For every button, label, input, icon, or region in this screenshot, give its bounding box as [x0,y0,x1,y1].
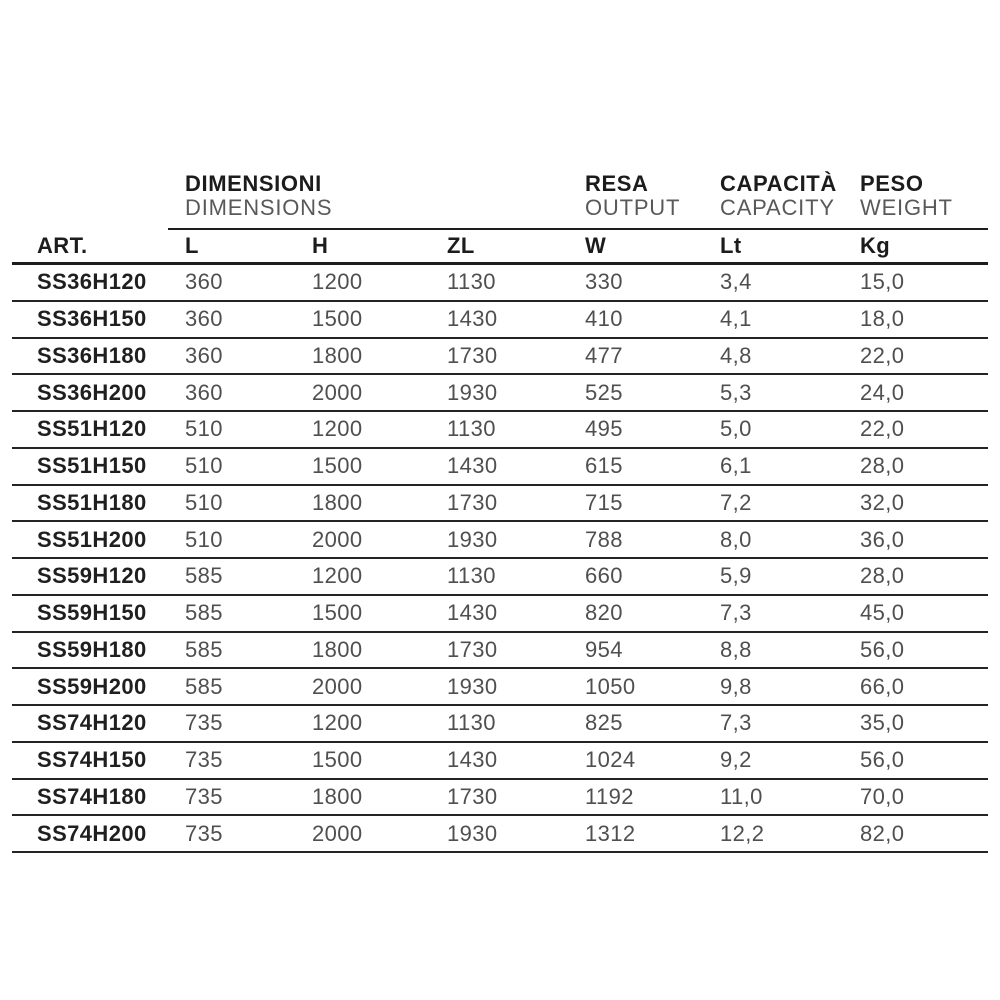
table-row [12,743,988,780]
group-title-dimensioni: DIMENSIONI [185,171,322,196]
art-code-cell: SS51H120 [37,416,147,442]
value-cell-l: 735 [185,747,223,773]
value-cell-w: 715 [585,489,623,515]
art-code-cell: SS36H120 [37,269,147,295]
value-cell-l: 585 [185,673,223,699]
group-capacity [703,170,843,230]
value-cell-zl: 1730 [447,783,498,809]
value-cell-h: 1200 [312,563,363,589]
group-weight [843,170,988,230]
value-cell-l: 585 [185,600,223,626]
value-cell-h: 1800 [312,783,363,809]
value-cell-zl: 1430 [447,600,498,626]
value-cell-h: 1500 [312,306,363,332]
art-code-cell: SS51H180 [37,489,147,515]
value-cell-l: 510 [185,489,223,515]
value-cell-zl: 1130 [447,416,496,442]
value-cell-lt: 7,3 [720,600,752,626]
group-subtitle-capacity: CAPACITY [720,195,835,220]
value-cell-w: 788 [585,526,623,552]
value-cell-lt: 5,3 [720,379,752,405]
value-cell-h: 2000 [312,673,363,699]
value-cell-kg: 22,0 [860,416,905,442]
value-cell-lt: 9,2 [720,747,752,773]
value-cell-zl: 1930 [447,820,498,846]
value-cell-zl: 1130 [447,710,496,736]
value-cell-zl: 1430 [447,747,498,773]
value-cell-kg: 36,0 [860,526,905,552]
group-subtitle-dimensions: DIMENSIONS [185,195,333,220]
value-cell-kg: 18,0 [860,306,905,332]
table-row [12,412,988,449]
value-cell-l: 360 [185,306,223,332]
group-dimensions [168,170,568,230]
unit-header-row [12,230,988,265]
column-header-w: W [585,233,607,258]
value-cell-zl: 1930 [447,673,498,699]
column-header-zl: ZL [447,233,475,258]
value-cell-w: 1050 [585,673,636,699]
value-cell-w: 477 [585,342,623,368]
value-cell-w: 825 [585,710,623,736]
group-title-capacita: CAPACITÀ [720,171,837,196]
value-cell-lt: 8,0 [720,526,752,552]
value-cell-l: 735 [185,710,223,736]
table-row [12,449,988,486]
table-row [12,816,988,853]
group-subtitle-output: OUTPUT [585,195,681,220]
art-code-cell: SS36H150 [37,306,147,332]
table-row [12,706,988,743]
value-cell-lt: 8,8 [720,636,752,662]
art-code-cell: SS36H200 [37,379,147,405]
value-cell-w: 660 [585,563,623,589]
table-row [12,486,988,523]
value-cell-l: 510 [185,526,223,552]
value-cell-h: 1200 [312,416,363,442]
value-cell-l: 510 [185,416,223,442]
value-cell-zl: 1730 [447,636,498,662]
table-row [12,780,988,817]
group-subtitle-weight: WEIGHT [860,195,953,220]
value-cell-kg: 22,0 [860,342,905,368]
value-cell-w: 495 [585,416,623,442]
art-code-cell: SS59H200 [37,673,147,699]
table-row [12,339,988,376]
value-cell-h: 1500 [312,600,363,626]
value-cell-w: 1312 [585,820,636,846]
value-cell-zl: 1730 [447,342,498,368]
value-cell-kg: 56,0 [860,747,905,773]
art-code-cell: SS74H150 [37,747,147,773]
value-cell-w: 820 [585,600,623,626]
value-cell-lt: 3,4 [720,269,752,295]
art-code-cell: SS74H180 [37,783,147,809]
value-cell-lt: 11,0 [720,783,763,809]
column-header-kg: Kg [860,233,891,258]
value-cell-kg: 45,0 [860,600,905,626]
table-row [12,522,988,559]
value-cell-lt: 4,8 [720,342,752,368]
art-code-cell: SS59H150 [37,600,147,626]
value-cell-l: 360 [185,269,223,295]
table-row [12,669,988,706]
group-title-peso: PESO [860,171,924,196]
value-cell-h: 1200 [312,269,363,295]
value-cell-zl: 1430 [447,306,498,332]
value-cell-h: 2000 [312,526,363,552]
table-row [12,596,988,633]
art-code-cell: SS36H180 [37,342,147,368]
value-cell-zl: 1930 [447,379,498,405]
value-cell-h: 1800 [312,342,363,368]
value-cell-h: 1500 [312,747,363,773]
group-title-resa: RESA [585,171,649,196]
spec-table [12,170,988,853]
art-code-cell: SS59H180 [37,636,147,662]
table-body [12,265,988,853]
table-row [12,265,988,302]
value-cell-h: 1200 [312,710,363,736]
value-cell-w: 615 [585,453,623,479]
value-cell-lt: 5,9 [720,563,752,589]
value-cell-lt: 7,3 [720,710,752,736]
value-cell-l: 585 [185,563,223,589]
value-cell-lt: 12,2 [720,820,765,846]
value-cell-w: 954 [585,636,623,662]
value-cell-l: 510 [185,453,223,479]
value-cell-lt: 4,1 [720,306,752,332]
table-row [12,633,988,670]
value-cell-kg: 28,0 [860,453,905,479]
art-column-header: ART. [37,233,88,258]
value-cell-w: 1024 [585,747,636,773]
art-code-cell: SS51H200 [37,526,147,552]
value-cell-kg: 56,0 [860,636,905,662]
group-output [568,170,703,230]
table-row [12,559,988,596]
value-cell-kg: 82,0 [860,820,905,846]
value-cell-zl: 1730 [447,489,498,515]
table-row [12,375,988,412]
value-cell-h: 1500 [312,453,363,479]
value-cell-zl: 1430 [447,453,498,479]
value-cell-h: 1800 [312,636,363,662]
value-cell-kg: 15,0 [860,269,905,295]
value-cell-zl: 1130 [447,269,496,295]
art-code-cell: SS59H120 [37,563,147,589]
value-cell-kg: 66,0 [860,673,905,699]
value-cell-w: 410 [585,306,623,332]
art-code-cell: SS74H200 [37,820,147,846]
value-cell-kg: 70,0 [860,783,905,809]
value-cell-kg: 32,0 [860,489,905,515]
value-cell-l: 735 [185,820,223,846]
art-header-spacer [12,170,168,230]
value-cell-lt: 5,0 [720,416,752,442]
column-header-lt: Lt [720,233,742,258]
value-cell-lt: 9,8 [720,673,752,699]
value-cell-kg: 35,0 [860,710,905,736]
value-cell-l: 585 [185,636,223,662]
column-header-l: L [185,233,199,258]
value-cell-w: 330 [585,269,623,295]
art-code-cell: SS51H150 [37,453,147,479]
column-header-h: H [312,233,329,258]
value-cell-w: 1192 [585,783,634,809]
value-cell-kg: 24,0 [860,379,905,405]
value-cell-lt: 6,1 [720,453,752,479]
value-cell-h: 2000 [312,379,363,405]
value-cell-h: 1800 [312,489,363,515]
value-cell-zl: 1130 [447,563,496,589]
value-cell-w: 525 [585,379,623,405]
value-cell-lt: 7,2 [720,489,752,515]
value-cell-h: 2000 [312,820,363,846]
value-cell-kg: 28,0 [860,563,905,589]
art-code-cell: SS74H120 [37,710,147,736]
group-header-row [12,170,988,230]
value-cell-l: 360 [185,342,223,368]
table-row [12,302,988,339]
value-cell-l: 735 [185,783,223,809]
value-cell-l: 360 [185,379,223,405]
value-cell-zl: 1930 [447,526,498,552]
